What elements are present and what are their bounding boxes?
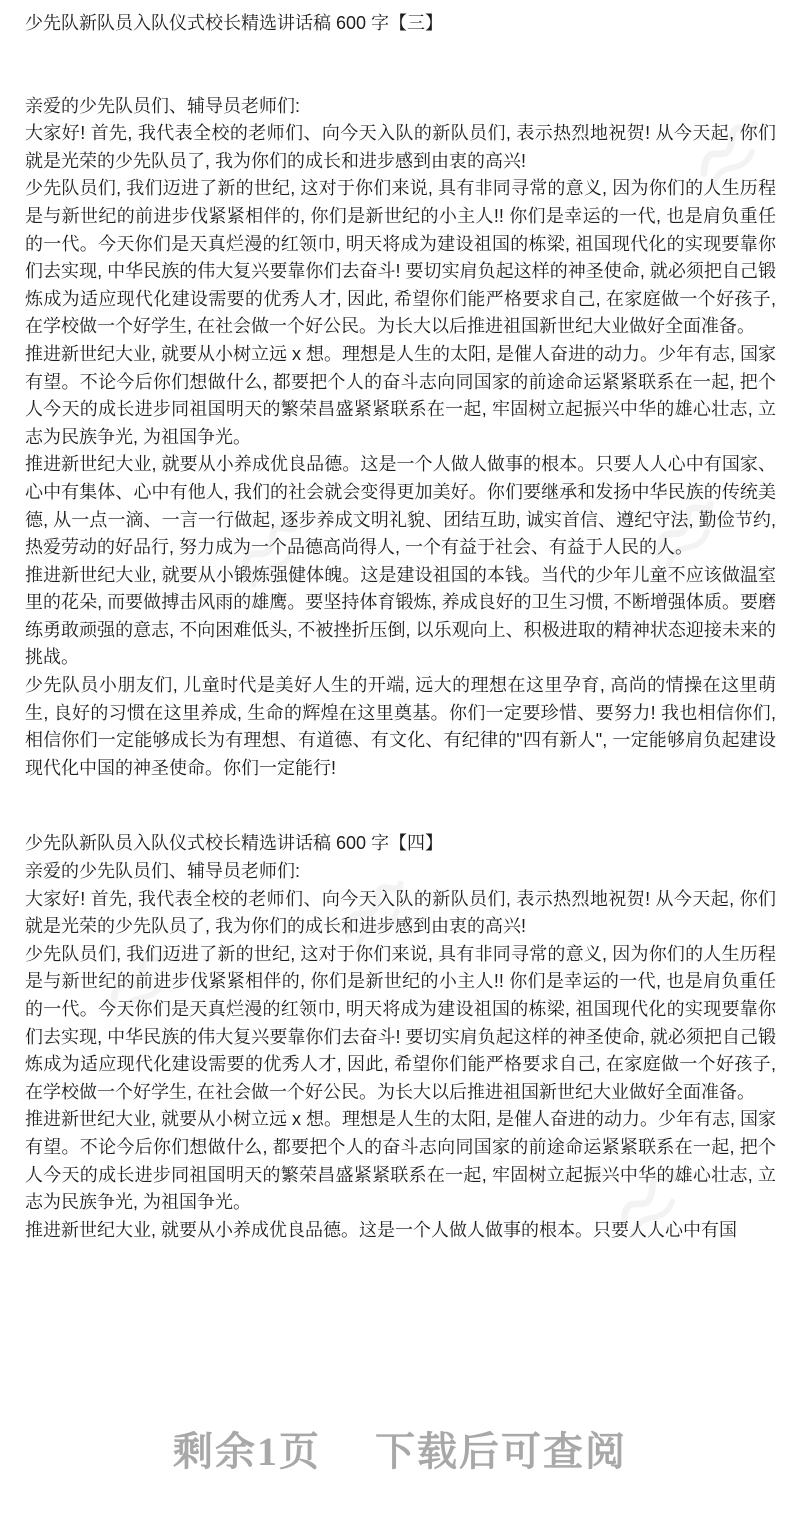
paragraph: 大家好! 首先, 我代表全校的老师们、向今天入队的新队员们, 表示热烈地祝贺! 从今天起, 你们就是光荣的少先队员了, 我为你们的成长和进步感到由衷的高兴! (25, 123, 776, 171)
paragraph: 少先队员们, 我们迈进了新的世纪, 这对于你们来说, 具有非同寻常的意义, 因为你们的人生历程是与新世纪的前进步伐紧紧相伴的, 你们是新世纪的小主人!! 你们是幸运的一代, 也是肩负重任的一代。今天你们是天真烂漫的红领巾, 明天将成为建设祖国的栋梁, 祖国现代化的实现要靠你们去实现, 中华民族的伟大复兴要靠你们去奋斗! 要切实肩负起这样的神圣使命, 就必须把自己锻炼成为适应现代化建设需要的优秀人才, 因此, 希望你们能严格要求自己, 在家庭做一个好孩子, 在学校做一个好学生, 在社会做一个好公民。为长大以后推进祖国新世纪大业做好全面准备。 (25, 178, 776, 337)
paragraph: 推进新世纪大业, 就要从小锻炼强健体魄。这是建设祖国的本钱。当代的少年儿童不应该做温室里的花朵, 而要做搏击风雨的雄鹰。要坚持体育锻炼, 养成良好的卫生习惯, 不断增强体质。要磨练勇敢顽强的意志, 不向困难低头, 不被挫折压倒, 以乐观向上、积极进取的精神状态迎接未来的挑战。 (25, 564, 776, 668)
paragraph-salutation: 亲爱的少先队员们、辅导员老师们: (25, 861, 300, 882)
paragraph-salutation: 亲爱的少先队员们、辅导员老师们: (25, 95, 300, 116)
remaining-pages-label: 剩余1页 (173, 1429, 321, 1474)
paragraph: 少先队员们, 我们迈进了新的世纪, 这对于你们来说, 具有非同寻常的意义, 因为你们的人生历程是与新世纪的前进步伐紧紧相伴的, 你们是新世纪的小主人!! 你们是幸运的一代, 也是肩负重任的一代。今天你们是天真烂漫的红领巾, 明天将成为建设祖国的栋梁, 祖国现代化的实现要靠你们去实现, 中华民族的伟大复兴要靠你们去奋斗! 要切实肩负起这样的神圣使命, 就必须把自己锻炼成为适应现代化建设需要的优秀人才, 因此, 希望你们能严格要求自己, 在家庭做一个好孩子, 在学校做一个好学生, 在社会做一个好公民。为长大以后推进祖国新世纪大业做好全面准备。 (25, 943, 776, 1102)
download-hint-label: 下载后可查阅 (375, 1429, 627, 1474)
section-title: 少先队新队员入队仪式校长精选讲话稿 600 字【三】 (25, 13, 444, 33)
page-footer (0, 1420, 800, 1477)
paragraph-truncated: 推进新世纪大业, 就要从小养成优良品德。这是一个人做人做事的根本。只要人人心中有国 (25, 1219, 737, 1240)
speech-section-three (25, 10, 776, 782)
document-body (25, 10, 776, 1340)
paragraph: 推进新世纪大业, 就要从小树立远 x 想。理想是人生的太阳, 是催人奋进的动力。少年有志, 国家有望。不论今后你们想做什么, 都要把个人的奋斗志向同国家的前途命运紧紧联系在一起, 把个人今天的成长进步同祖国明天的繁荣昌盛紧紧联系在一起, 牢固树立起振兴中华的雄心壮志, 立志为民族争光, 为祖国争光。 (25, 1109, 776, 1213)
paragraph: 推进新世纪大业, 就要从小树立远 x 想。理想是人生的太阳, 是催人奋进的动力。少年有志, 国家有望。不论今后你们想做什么, 都要把个人的奋斗志向同国家的前途命运紧紧联系在一起, 把个人今天的成长进步同祖国明天的繁荣昌盛紧紧联系在一起, 牢固树立起振兴中华的雄心壮志, 立志为民族争光, 为祖国争光。 (25, 343, 776, 447)
section-title: 少先队新队员入队仪式校长精选讲话稿 600 字【四】 (25, 833, 444, 854)
paragraph: 大家好! 首先, 我代表全校的老师们、向今天入队的新队员们, 表示热烈地祝贺! 从今天起, 你们就是光荣的少先队员了, 我为你们的成长和进步感到由衷的高兴! (25, 888, 776, 937)
speech-section-four (25, 830, 776, 1244)
paragraph: 推进新世纪大业, 就要从小养成优良品德。这是一个人做人做事的根本。只要人人心中有国家、心中有集体、心中有他人, 我们的社会就会变得更加美好。你们要继承和发扬中华民族的传统美德, 从一点一滴、一言一行做起, 逐步养成文明礼貌、团结互助, 诚实首信、遵纪守法, 勤俭节约, 热爱劳动的好品行, 努力成为一个品德高尚得人, 一个有益于社会、有益于人民的人。 (25, 454, 776, 558)
paragraph: 少先队员小朋友们, 儿童时代是美好人生的开端, 远大的理想在这里孕育, 高尚的情操在这里萌生, 良好的习惯在这里养成, 生命的辉煌在这里奠基。你们一定要珍惜、要努力! 我也相信你们, 相信你们一定能够成长为有理想、有道德、有文化、有纪律的"四有新人", 一定能够肩负起建设现代化中国的神圣使命。你们一定能行! (25, 675, 776, 778)
